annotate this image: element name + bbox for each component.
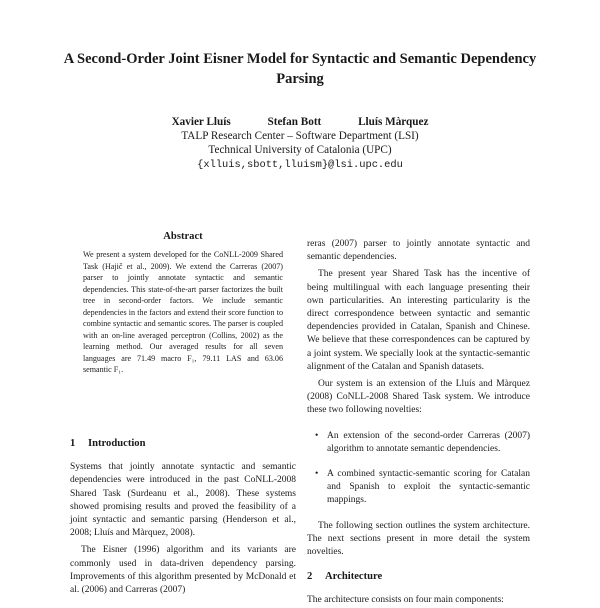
author-email: {xlluis,sbott,lluism}@lsi.upc.edu bbox=[197, 159, 403, 171]
section-heading bbox=[70, 437, 296, 450]
section-number: 2 bbox=[307, 571, 313, 583]
right-column bbox=[307, 238, 530, 608]
author-list bbox=[0, 115, 600, 129]
paragraph: Our system is an extension of the Lluís and Màrquez (2008) CoNLL-2008 Shared Task system. We introduce these two following novelties: bbox=[307, 379, 530, 416]
abstract-text: We present a system developed for the CoNLL-2009 Shared Task (Hajič et al., 2009). We extend the Carreras (2007) parser to jointly annotate syntactic and semantic dependencies. This state-of-the-art parser factorizes the built tree in second-order factors. We include semantic dependencies in the factors and extend their score function to combine syntactic and semantic scores. The parser is coupled with an on-line averaged perceptron (Collins, 2002) as the learning method. Our averaged results for all seven languages are 71.49 macro F₁, 79.11 LAS and 63.06 semantic F₁. bbox=[83, 250, 283, 375]
section-title: Architecture bbox=[325, 571, 383, 583]
novelty-list bbox=[307, 430, 530, 508]
author-name: Lluís Màrquez bbox=[358, 116, 429, 128]
section-title: Introduction bbox=[88, 438, 146, 449]
author-name: Xavier Lluís bbox=[171, 116, 231, 128]
abstract-section bbox=[70, 230, 296, 376]
introduction-section bbox=[70, 437, 296, 597]
affiliation-line: TALP Research Center – Software Department (LSI) bbox=[181, 130, 419, 142]
paper-title: A Second-Order Joint Eisner Model for Syntactic and Semantic Dependency Parsing bbox=[63, 51, 537, 87]
paragraph: The architecture consists on four main components: bbox=[307, 595, 504, 606]
affiliation-line: Technical University of Catalonia (UPC) bbox=[208, 144, 392, 156]
paragraph: The present year Shared Task has the incentive of being multilingual with each language presenting their own particularities. An interesting particularity is the direct correspondence between syntactic and semantic dependencies provided in Catalan, Spanish and Chinese. We believe that these correspondences can be captured by a joint system. We specially look at the syntactic-semantic alignment of the Catalan and Spanish datasets. bbox=[307, 269, 530, 372]
author-name: Stefan Bott bbox=[267, 116, 322, 128]
list-item: • A combined syntactic-semantic scoring for Catalan and Spanish to exploit the syntactic-semantic mappings. bbox=[321, 468, 530, 508]
paragraph: The Eisner (1996) algorithm and its variants are commonly used in data-driven dependency parsing. Improvements of this algorithm presented by McDonald et al. (2006) and Carreras (2007) bbox=[70, 545, 296, 596]
section-heading bbox=[307, 570, 530, 583]
abstract-heading: Abstract bbox=[163, 231, 203, 242]
list-item: • An extension of the second-order Carreras (2007) algorithm to annotate semantic dependencies. bbox=[321, 430, 530, 456]
paragraph: Systems that jointly annotate syntactic and semantic dependencies were introduced in the past CoNLL-2008 Shared Task (Surdeanu et al., 2008). These systems showed promising results and proved the feasibility of a joint syntactic and semantic parsing (Henderson et al., 2008; Lluís and Màrquez, 2008). bbox=[70, 462, 296, 539]
paragraph: reras (2007) parser to jointly annotate syntactic and semantic dependencies. bbox=[307, 239, 530, 263]
paragraph: The following section outlines the system architecture. The next sections present in more detail the system novelties. bbox=[307, 520, 530, 558]
section-number: 1 bbox=[70, 438, 76, 449]
